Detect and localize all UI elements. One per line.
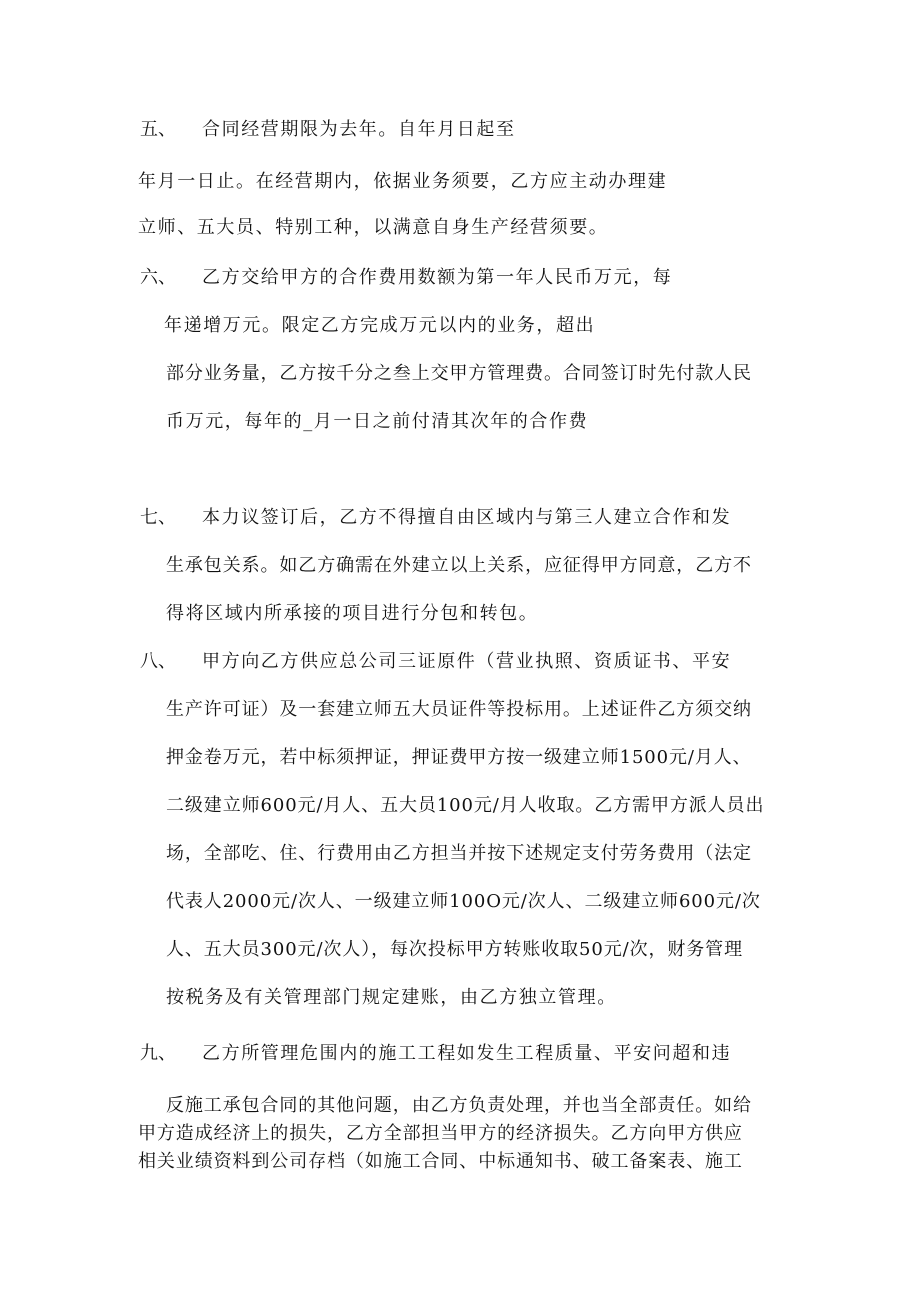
paragraph-line: 币万元，每年的_月一日之前付清其次年的合作费 [166,411,589,432]
paragraph-line: 立师、五大员、特别工种，以满意自身生产经营须要。 [138,217,609,238]
paragraph-line: 人、五大员300元/次人），每次投标甲方转账收取50元/次，财务管理 [166,939,743,960]
paragraph-line: 得将区域内所承接的项目进行分包和转包。 [166,603,539,624]
section-number: 五、 [140,119,176,140]
paragraph-line: 生产许可证）及一套建立师五大员证件等投标用。上述证件乙方须交纳 [166,699,752,720]
paragraph-line: 二级建立师600元/月人、五大员100元/月人收取。乙方需甲方派人员出 [166,795,765,816]
paragraph-line: 按税务及有关管理部门规定建账，由乙方独立管理。 [166,987,617,1008]
paragraph-line: 乙方所管理危围内的施工工程如发生工程质量、平安问超和违 [202,1043,732,1064]
paragraph-line: 甲方向乙方供应总公司三证原件（营业执照、资质证书、平安 [202,651,732,672]
paragraph-line: 年递增万元。限定乙方完成万元以内的业务，超出 [164,315,596,336]
section-number: 八、 [140,651,176,672]
paragraph-line: 反施工承包合同的其他问题，由乙方负责处理，并也当全部责任。如给 [166,1095,752,1116]
paragraph-line: 相关业绩资料到公司存档（如施工合同、中标通知书、破工备案表、施工 [138,1151,743,1172]
paragraph-line: 合同经营期限为去年。自年月日起至 [202,119,516,140]
section-number: 九、 [140,1043,176,1064]
paragraph-line: 甲方造成经济上的损失，乙方全部担当甲方的经济损失。乙方向甲方供应 [138,1123,743,1144]
paragraph-line: 押金卷万元，若中标须押证，押证费甲方按一级建立师1500元/月人、 [166,747,752,768]
paragraph-line: 本力议签订后，乙方不得擅自由区域内与第三人建立合作和发 [202,507,732,528]
section-number: 六、 [140,267,176,288]
paragraph-line: 乙方交给甲方的合作费用数额为第一年人民币万元，每 [202,267,673,288]
section-number: 七、 [140,507,176,528]
paragraph-line: 场，全部吃、住、行费用由乙方担当并按下述规定支付劳务费用（法定 [166,843,752,864]
paragraph-line: 代表人2000元/次人、一级建立师100O元/次人、二级建立师600元/次 [166,891,761,912]
paragraph-line: 年月一日止。在经营期内，依据业务须要，乙方应主动办理建 [138,171,668,192]
paragraph-line: 生承包关系。如乙方确需在外建立以上关系，应征得甲方同意，乙方不 [166,555,752,576]
paragraph-line: 部分业务量，乙方按千分之叁上交甲方管理费。合同签订时先付款人民 [166,363,752,384]
